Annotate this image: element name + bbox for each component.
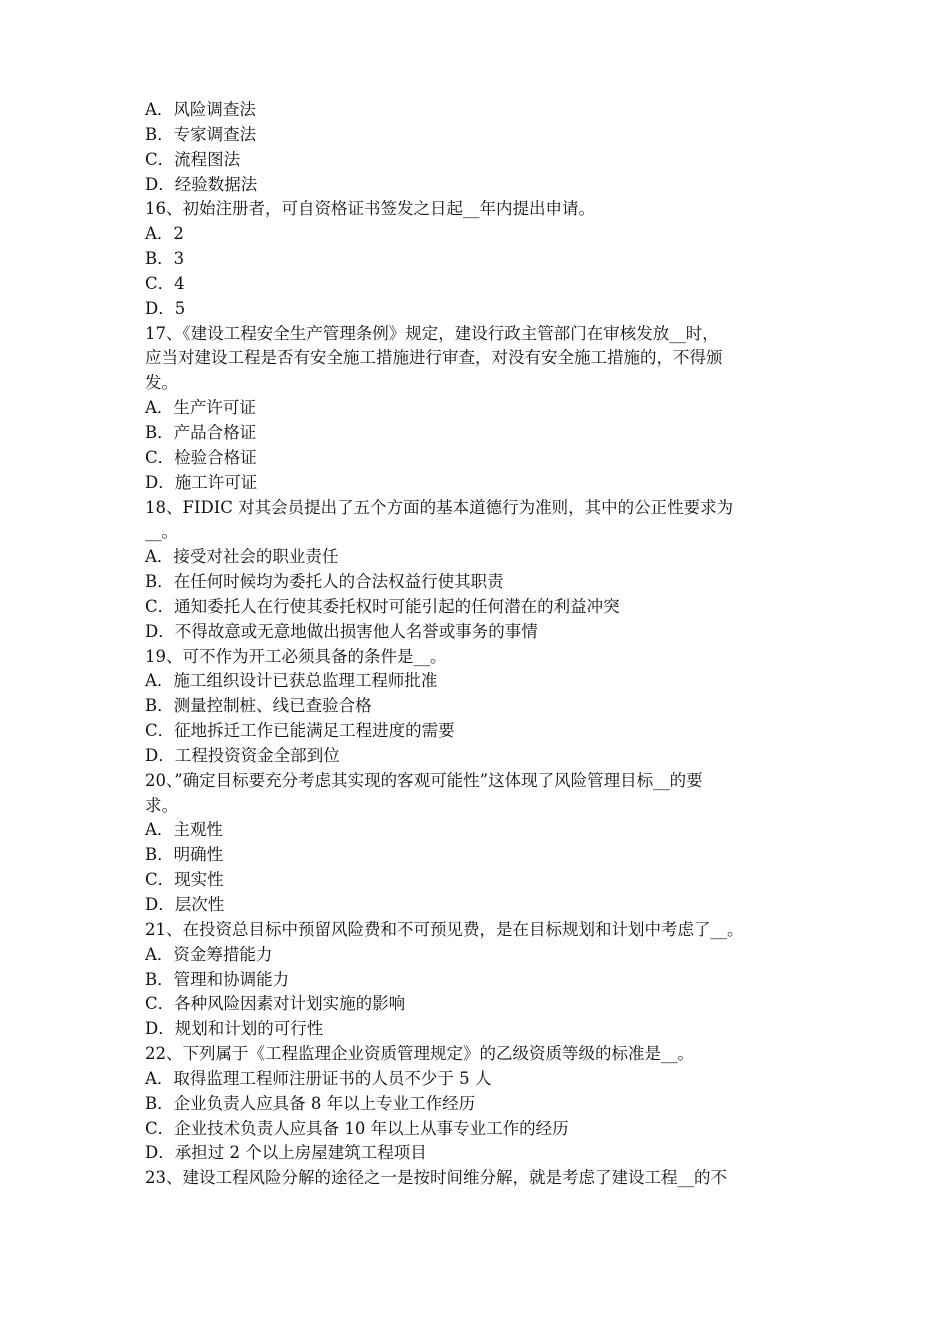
text-line: A．主观性 (145, 820, 223, 840)
text-line: 求。 (145, 795, 178, 815)
text-line: A．接受对社会的职业责任 (145, 547, 339, 567)
text-line: C．检验合格证 (145, 447, 257, 467)
text-line: A．风险调查法 (145, 100, 256, 119)
text-line: A．施工组织设计已获总监理工程师批准 (145, 671, 438, 691)
text-line: B．明确性 (145, 845, 224, 865)
text-line: D．规划和计划的可行性 (145, 1019, 324, 1039)
text-line: C．现实性 (145, 870, 224, 890)
question-line: 20、”确定目标要充分考虑其实现的客观可能性”这体现了风险管理目标__的要 (145, 770, 703, 790)
text-line: 应当对建设工程是否有安全施工措施进行审查，对没有安全施工措施的，不得颁 (145, 348, 723, 368)
text-line: C．通知委托人在行使其委托权时可能引起的任何潜在的利益冲突 (145, 596, 620, 616)
text-line: D．工程投资资金全部到位 (145, 745, 340, 765)
text-line: B．3 (145, 249, 185, 269)
question-line: 17、《建设工程安全生产管理条例》规定，建设行政主管部门在审核发放__时， (145, 323, 719, 343)
text-line: D．经验数据法 (145, 174, 258, 194)
text-line: C．各种风险因素对计划实施的影响 (145, 994, 406, 1014)
text-line: 发。 (145, 373, 178, 393)
question-line: 18、FIDIC 对其会员提出了五个方面的基本道德行为准则，其中的公正性要求为 (145, 497, 734, 517)
text-line: D．施工许可证 (145, 472, 258, 492)
text-line: B．在任何时候均为委托人的合法权益行使其职责 (145, 572, 504, 592)
text-line: D．承担过 2 个以上房屋建筑工程项目 (145, 1143, 427, 1163)
text-line: B．产品合格证 (145, 422, 257, 442)
text-line: C．4 (145, 273, 185, 293)
question-line: 22、下列属于《工程监理企业资质管理规定》的乙级资质等级的标准是__。 (145, 1044, 694, 1064)
question-line: 21、在投资总目标中预留风险费和不可预见费，是在目标规划和计划中考虑了__。 (145, 919, 744, 939)
question-line: 16、初始注册者，可自资格证书签发之日起__年内提出申请。 (145, 199, 595, 219)
text-line: A．生产许可证 (145, 398, 256, 418)
text-line: C．企业技术负责人应具备 10 年以上从事专业工作的经历 (145, 1118, 569, 1138)
text-line: A．2 (145, 224, 184, 244)
text-line: __。 (145, 522, 178, 542)
question-line: 23、建设工程风险分解的途径之一是按时间维分解，就是考虑了建设工程__的不 (145, 1168, 727, 1188)
text-line: B．专家调查法 (145, 124, 257, 144)
text-line: D．层次性 (145, 895, 225, 914)
text-line: D．5 (145, 298, 186, 318)
question-line: 19、可不作为开工必须具备的条件是__。 (145, 646, 447, 666)
text-line: D．不得故意或无意地做出损害他人名誉或事务的事情 (145, 621, 538, 641)
document-page (145, 98, 817, 1191)
text-line: C．征地拆迁工作已能满足工程进度的需要 (145, 721, 455, 741)
text-line: A．取得监理工程师注册证书的人员不少于 5 人 (145, 1068, 492, 1088)
text-line: B．企业负责人应具备 8 年以上专业工作经历 (145, 1093, 476, 1113)
text-line: C．流程图法 (145, 149, 241, 169)
text-line: A．资金筹措能力 (145, 944, 273, 964)
text-line: B．管理和协调能力 (145, 969, 290, 989)
text-line: B．测量控制桩、线已查验合格 (145, 696, 372, 716)
